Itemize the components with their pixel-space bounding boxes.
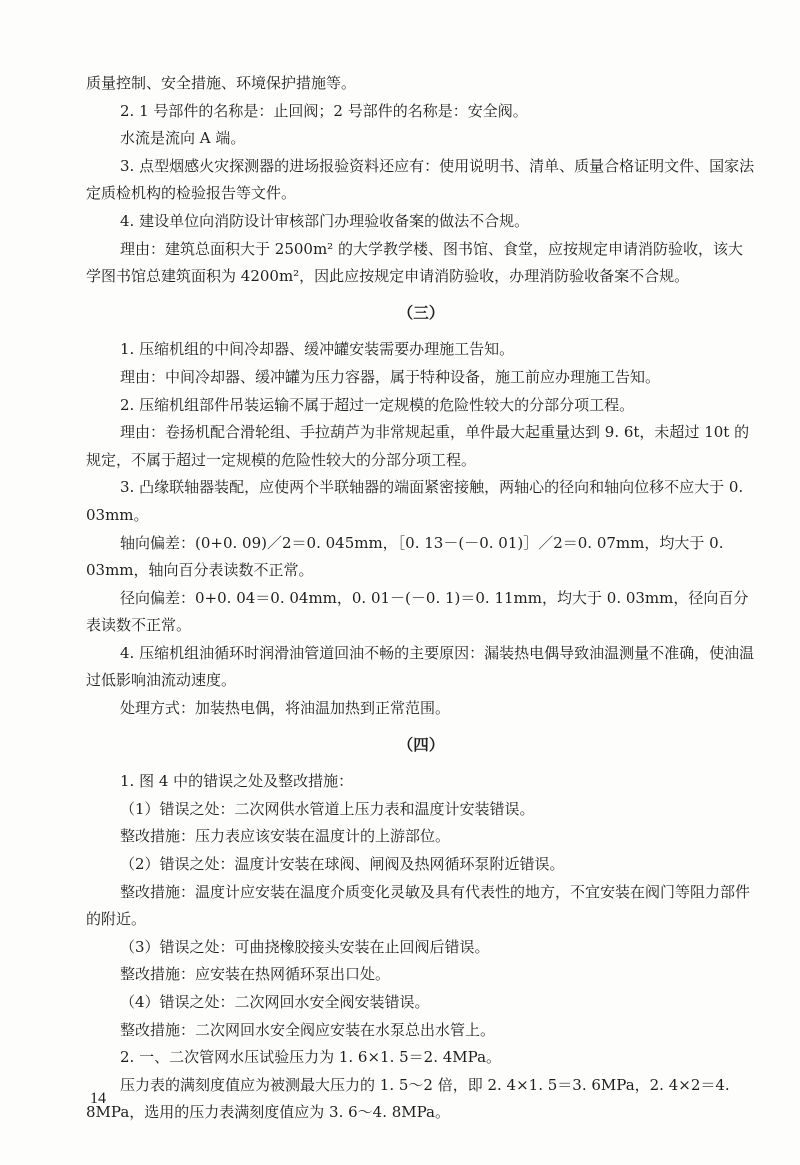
section-heading: （四） [397, 735, 445, 754]
paragraph: 理由：卷扬机配合滑轮组、手拉葫芦为非常规起重，单件最大起重量达到 9. 6t，未超过 10t 的规定，不属于超过一定规模的危险性较大的分部分项工程。 [86, 423, 750, 469]
paragraph: 轴向偏差：(0+0. 09)／2＝0. 045mm，［0. 13－(－0. 01)］／2＝0. 07mm，均大于 0. 03mm，轴向百分表读数不正常。 [86, 533, 724, 580]
paragraph: 整改措施：压力表应该安装在温度计的上游部位。 [120, 827, 451, 846]
paragraph: 4. 建设单位向消防设计审核部门办理验收备案的做法不合规。 [120, 211, 530, 230]
paragraph: 1. 图 4 中的错误之处及整改措施： [120, 772, 354, 791]
paragraph: 水流是流向 A 端。 [120, 129, 246, 148]
paragraph: 压力表的满刻度值应为被测最大压力的 1. 5～2 倍，即 2. 4×1. 5＝3. 6MPa，2. 4×2＝4. 8MPa，选用的压力表满刻度值应为 3. 6～4. 8MPa。 [86, 1075, 730, 1122]
paragraph: （3）错误之处：可曲挠橡胶接头安装在止回阀后错误。 [120, 937, 490, 956]
paragraph: 整改措施：温度计应安装在温度介质变化灵敏及具有代表性的地方，不宜安装在阀门等阻力部件的附近。 [86, 882, 751, 929]
paragraph: （2）错误之处：温度计安装在球阀、闸阀及热网循环泵附近错误。 [120, 855, 565, 874]
paragraph: （1）错误之处：二次网供水管道上压力表和温度计安装错误。 [120, 799, 535, 818]
paragraph: 整改措施：应安装在热网循环泵出口处。 [120, 965, 391, 984]
paragraph: 4. 压缩机组油循环时润滑油管道回油不畅的主要原因：漏装热电偶导致油温测量不准确，使油温过低影响油流动速度。 [86, 643, 755, 690]
paragraph: 质量控制、安全措施、环境保护措施等。 [86, 74, 357, 92]
paragraph: 理由：建筑总面积大于 2500m² 的大学教学楼、图书馆、食堂，应按规定申请消防验收，该大学图书馆总建筑面积为 4200m²，因此应按规定申请消防验收，办理消防验收备案不合规。 [86, 239, 743, 286]
paragraph: 2. 1 号部件的名称是：止回阀；2 号部件的名称是：安全阀。 [120, 101, 528, 120]
paragraph: 处理方式：加装热电偶，将油温加热到正常范围。 [120, 699, 451, 718]
paragraph: （4）错误之处：二次网回水安全阀安装错误。 [120, 993, 430, 1011]
paragraph: 3. 凸缘联轴器装配，应使两个半联轴器的端面紧密接触，两轴心的径向和轴向位移不应大于 0. 03mm。 [86, 478, 744, 524]
section-heading: （三） [397, 303, 445, 322]
paragraph: 3. 点型烟感火灾探测器的进场报验资料还应有：使用说明书、清单、质量合格证明文件、国家法定质检机构的检验报告等文件。 [86, 156, 755, 203]
paragraph: 整改措施：二次网回水安全阀应安装在水泵总出水管上。 [120, 1020, 496, 1039]
paragraph: 2. 压缩机组部件吊装运输不属于超过一定规模的危险性较大的分部分项工程。 [120, 395, 635, 414]
page-body [86, 70, 756, 1127]
paragraph: 径向偏差：0+0. 04＝0. 04mm，0. 01－(－0. 1)＝0. 11mm，均大于 0. 03mm，径向百分表读数不正常。 [86, 588, 749, 635]
paragraph: 2. 一、二次管网水压试验压力为 1. 6×1. 5＝2. 4MPa。 [120, 1048, 502, 1067]
page-number: 14 [90, 1090, 106, 1107]
paragraph: 理由：中间冷却器、缓冲罐为压力容器，属于特种设备，施工前应办理施工告知。 [120, 367, 661, 386]
paragraph: 1. 压缩机组的中间冷却器、缓冲罐安装需要办理施工告知。 [120, 340, 515, 359]
